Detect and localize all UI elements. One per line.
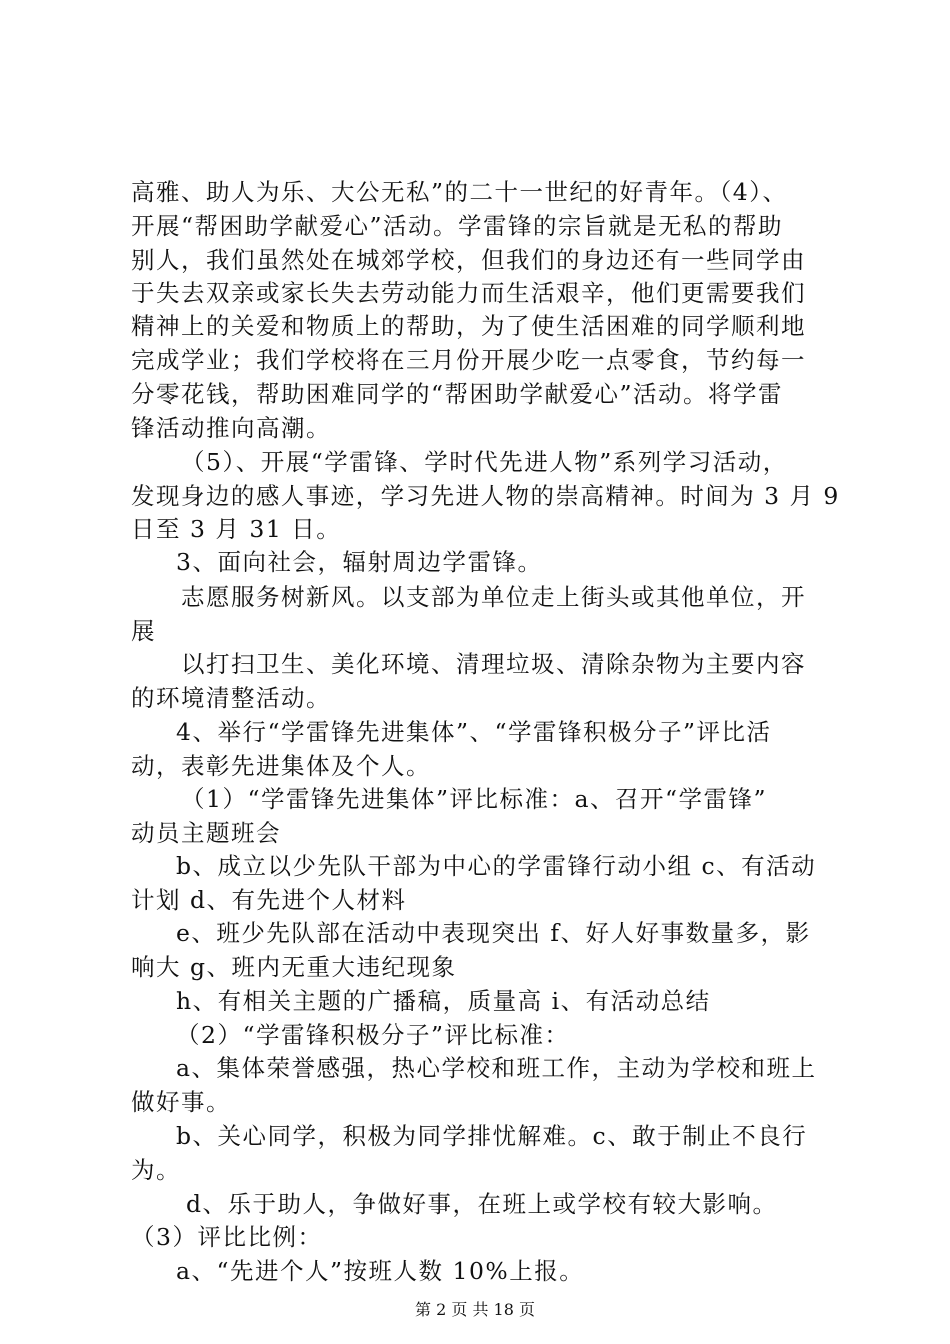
text-line: 发现身边的感人事迹，学习先进人物的崇高精神。时间为 3 月 9 [131, 482, 840, 510]
text-line: 计划 d、有先进个人材料 [131, 886, 407, 914]
text-line: a、集体荣誉感强，热心学校和班工作，主动为学校和班上 [176, 1054, 817, 1082]
text-line: （2）“学雷锋积极分子”评比标准： [176, 1021, 570, 1049]
text-line: 动，表彰先进集体及个人。 [131, 752, 431, 780]
text-line: 完成学业；我们学校将在三月份开展少吃一点零食，节约每一 [131, 346, 806, 374]
text-line: b、关心同学，积极为同学排忧解难。c、敢于制止不良行 [176, 1122, 808, 1150]
text-line: e、班少先队部在活动中表现突出 f、好人好事数量多，影 [176, 919, 811, 947]
text-line: 为。 [131, 1156, 181, 1184]
text-line: a、“先进个人”按班人数 10%上报。 [176, 1257, 585, 1285]
text-line: 做好事。 [131, 1088, 231, 1116]
text-line: 分零花钱，帮助困难同学的“帮困助学献爱心”活动。将学雷 [131, 380, 784, 408]
text-line: 于失去双亲或家长失去劳动能力而生活艰辛，他们更需要我们 [131, 279, 806, 307]
text-line: （3）评比比例： [131, 1223, 323, 1251]
text-line: 高雅、助人为乐、大公无私”的二十一世纪的好青年。（4）、 [131, 178, 788, 206]
text-line: d、乐于助人，争做好事，在班上或学校有较大影响。 [186, 1190, 778, 1218]
text-line: （5）、开展“学雷锋、学时代先进人物”系列学习活动， [181, 448, 788, 476]
text-line: 别人，我们虽然处在城郊学校，但我们的身边还有一些同学由 [131, 246, 806, 274]
text-line: 的环境清整活动。 [131, 684, 331, 712]
page-footer: 第 2 页 共 18 页 [415, 1300, 535, 1319]
text-line: 展 [131, 617, 156, 645]
text-line: b、成立以少先队干部为中心的学雷锋行动小组 c、有活动 [176, 852, 817, 880]
text-line: 锋活动推向高潮。 [131, 414, 331, 442]
text-line: 3、面向社会，辐射周边学雷锋。 [176, 548, 543, 576]
text-line: 精神上的关爱和物质上的帮助，为了使生活困难的同学顺利地 [131, 312, 806, 340]
text-line: （1）“学雷锋先进集体”评比标准：a、召开“学雷锋” [181, 785, 768, 813]
text-line: 开展“帮困助学献爱心”活动。学雷锋的宗旨就是无私的帮助 [131, 212, 784, 240]
text-line: 响大 g、班内无重大违纪现象 [131, 953, 457, 981]
text-line: 动员主题班会 [131, 819, 281, 847]
text-line: 志愿服务树新风。以支部为单位走上街头或其他单位，开 [181, 583, 806, 611]
text-line: 4、举行“学雷锋先进集体”、“学雷锋积极分子”评比活 [176, 718, 772, 746]
text-line: h、有相关主题的广播稿，质量高 i、有活动总结 [176, 987, 711, 1015]
text-line: 日至 3 月 31 日。 [131, 515, 342, 543]
text-line: 以打扫卫生、美化环境、清理垃圾、清除杂物为主要内容 [181, 650, 806, 678]
